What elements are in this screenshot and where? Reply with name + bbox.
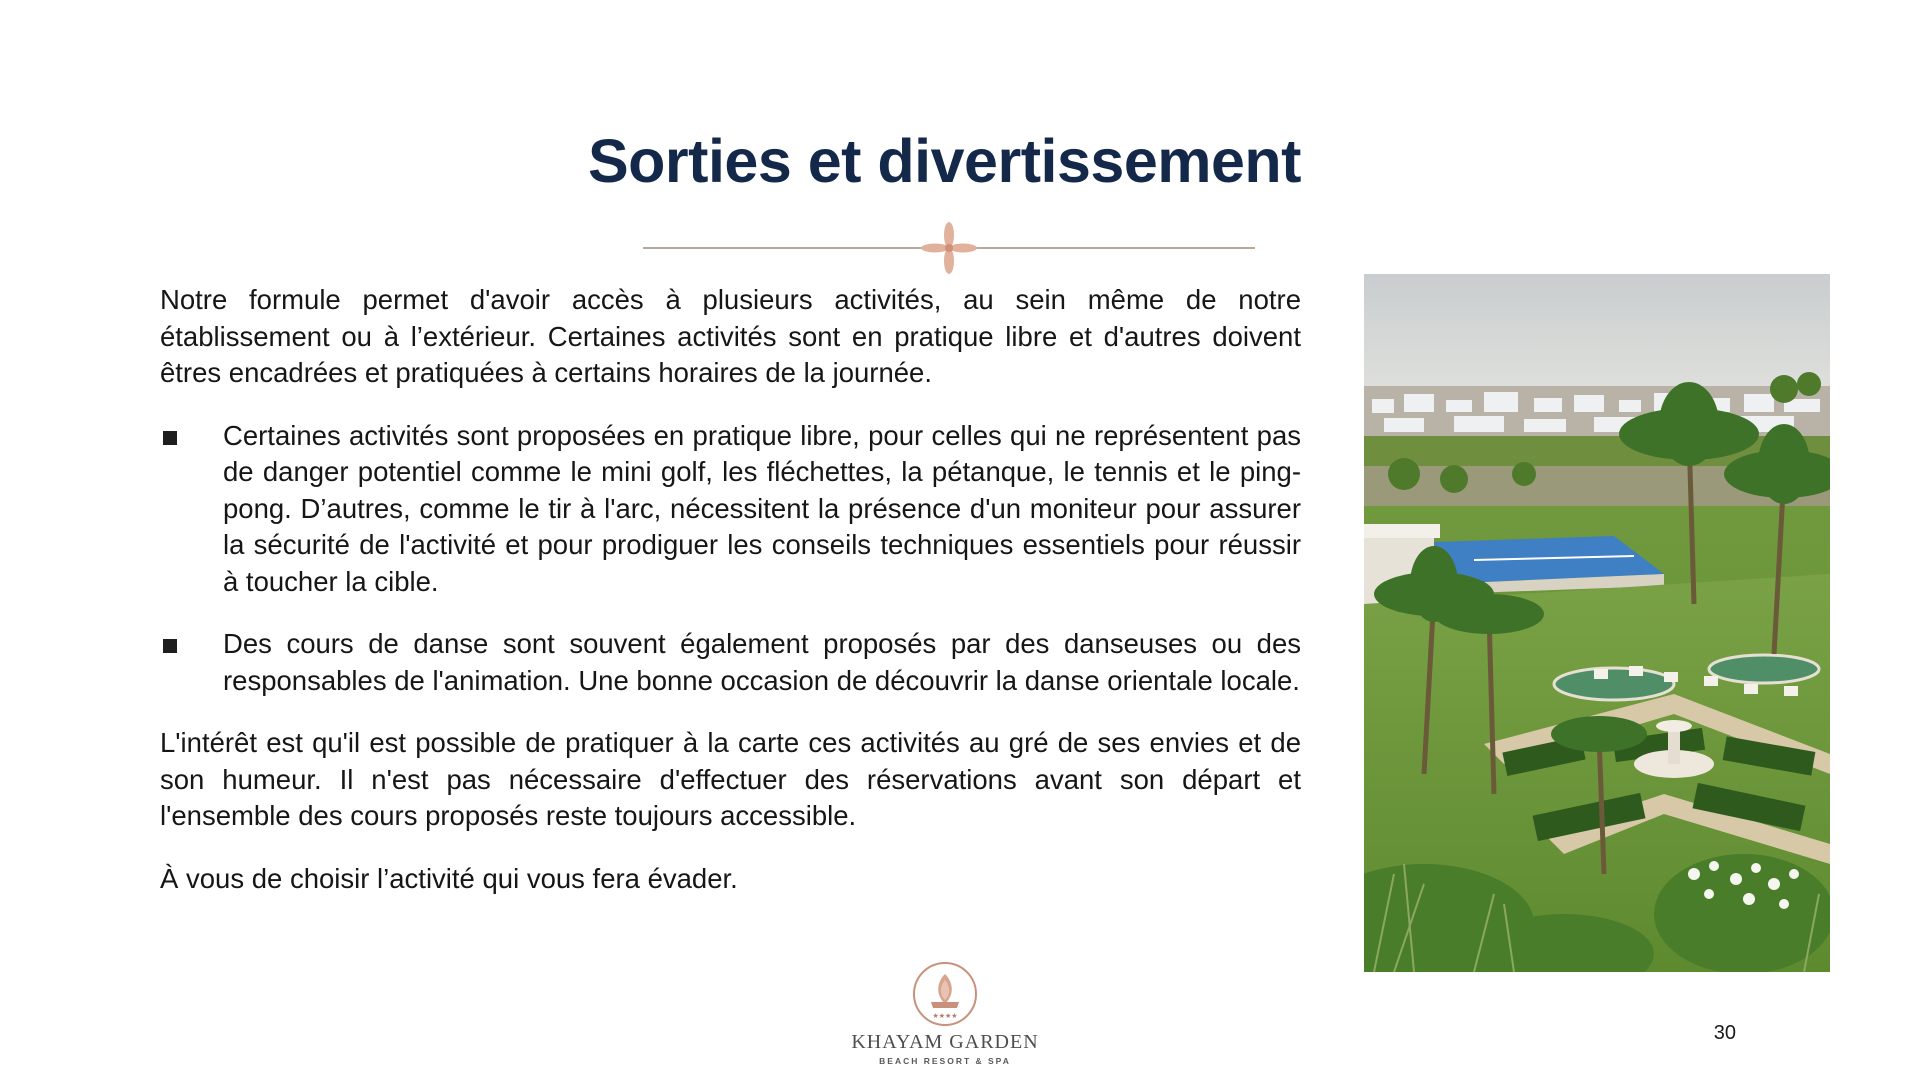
logo-name: KHAYAM GARDEN: [851, 1031, 1039, 1053]
intro-paragraph: Notre formule permet d'avoir accès à plusieurs activités, au sein même de notre établissement ou à l’extérieur. Certaines activités sont en pratique libre et d'autres doivent êtres encadrées et pratiquées à certains horaires de la journée.: [160, 284, 1301, 388]
closing-line: À vous de choisir l’activité qui vous fera évader.: [160, 862, 738, 894]
khayam-garden-logo: [840, 960, 1050, 1068]
rating-stars: ★★★★: [932, 1012, 958, 1020]
flower-ornament-icon: [921, 222, 977, 274]
square-bullet-icon: [163, 431, 177, 445]
ornamental-divider: [643, 221, 1255, 275]
slide-title: Sorties et divertissement: [587, 127, 1301, 195]
bullet-text: Des cours de danse sont souvent également proposés par des danseuses ou des responsables de l'animation. Une bonne occasion de découvrir la danse orientale locale.: [223, 628, 1301, 696]
bullet-item-dance-classes: [160, 626, 1301, 699]
page-number: 30: [1713, 1022, 1736, 1044]
square-bullet-icon: [163, 639, 177, 653]
a-la-carte-paragraph: L'intérêt est qu'il est possible de pratiquer à la carte ces activités au gré de ses envies et de son humeur. Il n'est pas nécessaire d'effectuer des réservations avant son départ et l'ensemble des cours proposés reste toujours accessible.: [160, 727, 1301, 831]
bullet-text: Certaines activités sont proposées en pratique libre, pour celles qui ne représentent pas de danger potentiel comme le mini golf, les fléchettes, la pétanque, le tennis et le ping-pong. D’autres, comme le tir à l'arc, nécessitent la présence d'un moniteur pour assurer la sécurité de l'activité et pour prodiguer les conseils techniques essentiels pour réussir à toucher la cible.: [223, 419, 1301, 597]
activities-bullet-list: [160, 418, 1301, 700]
resort-garden-photo: [1364, 274, 1830, 972]
resort-emblem-icon: [909, 960, 981, 1028]
slide-body: [160, 282, 1301, 923]
bullet-item-free-activities: [160, 418, 1301, 601]
logo-tagline: BEACH RESORT & SPA: [879, 1056, 1011, 1066]
